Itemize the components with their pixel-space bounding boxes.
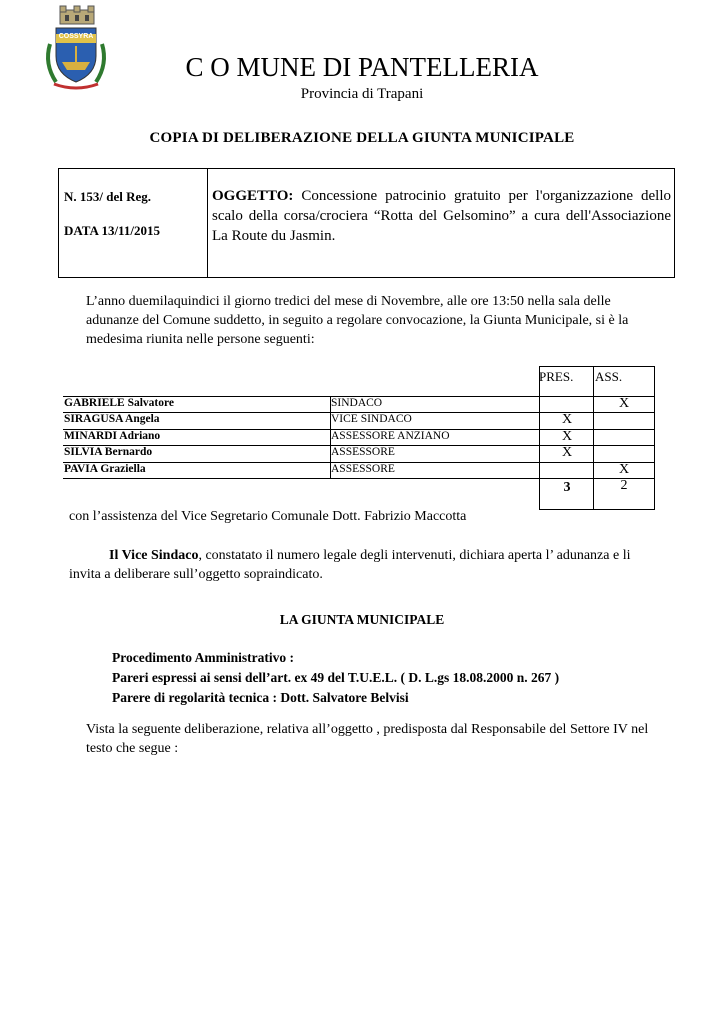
absent-mark: X [618,462,630,477]
total-absent: 2 [620,478,628,493]
procedure-line: Procedimento Amministrativo : [112,650,294,665]
procedure-block [112,648,559,708]
vice-sindaco-paragraph [69,546,659,584]
member-name: PAVIA Graziella [64,463,146,475]
procedure-line: Parere di regolarità tecnica : Dott. Salvatore Belvisi [112,690,409,705]
attendance-table [63,366,655,511]
member-name: SILVIA Bernardo [64,446,153,458]
registry-number: N. 153/ del Reg. [64,189,152,204]
total-present: 3 [563,480,571,495]
registry-divider [207,168,208,278]
absent-mark: X [618,396,630,411]
subject-block [212,186,671,246]
assistance-line: con l’assistenza del Vice Segretario Comunale Dott. Fabrizio Maccotta [69,509,467,524]
vice-sindaco-text: , constatato il numero legale degli intervenuti, dichiara aperta l’ adunanza e li invita a deliberare sull’oggetto sopraindicato. [69,548,631,582]
vice-sindaco-label: Il Vice Sindaco [109,548,199,563]
page-subtitle: Provincia di Trapani [300,86,424,102]
member-role: VICE SINDACO [331,413,412,425]
subject-label: OGGETTO: [212,188,294,204]
page-title: C O MUNE DI PANTELLERIA [185,52,539,82]
procedure-line: Pareri espressi ai sensi dell’art. ex 49 del T.U.E.L. ( D. L.gs 18.08.2000 n. 267 ) [112,670,560,685]
member-name: SIRAGUSA Angela [64,413,160,425]
section-title: LA GIUNTA MUNICIPALE [279,612,445,627]
member-name: MINARDI Adriano [64,430,161,442]
member-name: GABRIELE Salvatore [64,397,175,409]
present-mark: X [561,429,573,444]
member-role: ASSESSORE [331,446,395,458]
subject-text: Concessione patrocinio gratuito per l'organizzazione dello scalo della corsa/crociera “Rotta del Gelsomino” a cura dell'Associazione La Route du Jasmin. [212,188,671,244]
member-role: SINDACO [331,397,383,409]
col-header-ass: ASS. [595,369,623,384]
present-mark: X [561,412,573,427]
crest-label: COSSYRA [58,33,94,40]
member-role: ASSESSORE ANZIANO [331,430,450,442]
vista-paragraph: Vista la seguente deliberazione, relativa all’oggetto , predisposta dal Responsabile del Settore IV nel testo che segue : [86,722,649,756]
member-role: ASSESSORE [331,463,395,475]
registry-date: DATA 13/11/2015 [64,223,160,238]
present-mark: X [561,445,573,460]
intro-paragraph: L’anno duemilaquindici il giorno tredici del mese di Novembre, alle ore 13:50 nella sala delle adunanze del Comune suddetto, in seguito a regolare convocazione, la Giunta Municipale, si è la medesima riunita nelle persone seguenti: [86,294,629,347]
col-header-pres: PRES. [539,369,574,384]
document-heading: COPIA DI DELIBERAZIONE DELLA GIUNTA MUNICIPALE [149,130,575,146]
